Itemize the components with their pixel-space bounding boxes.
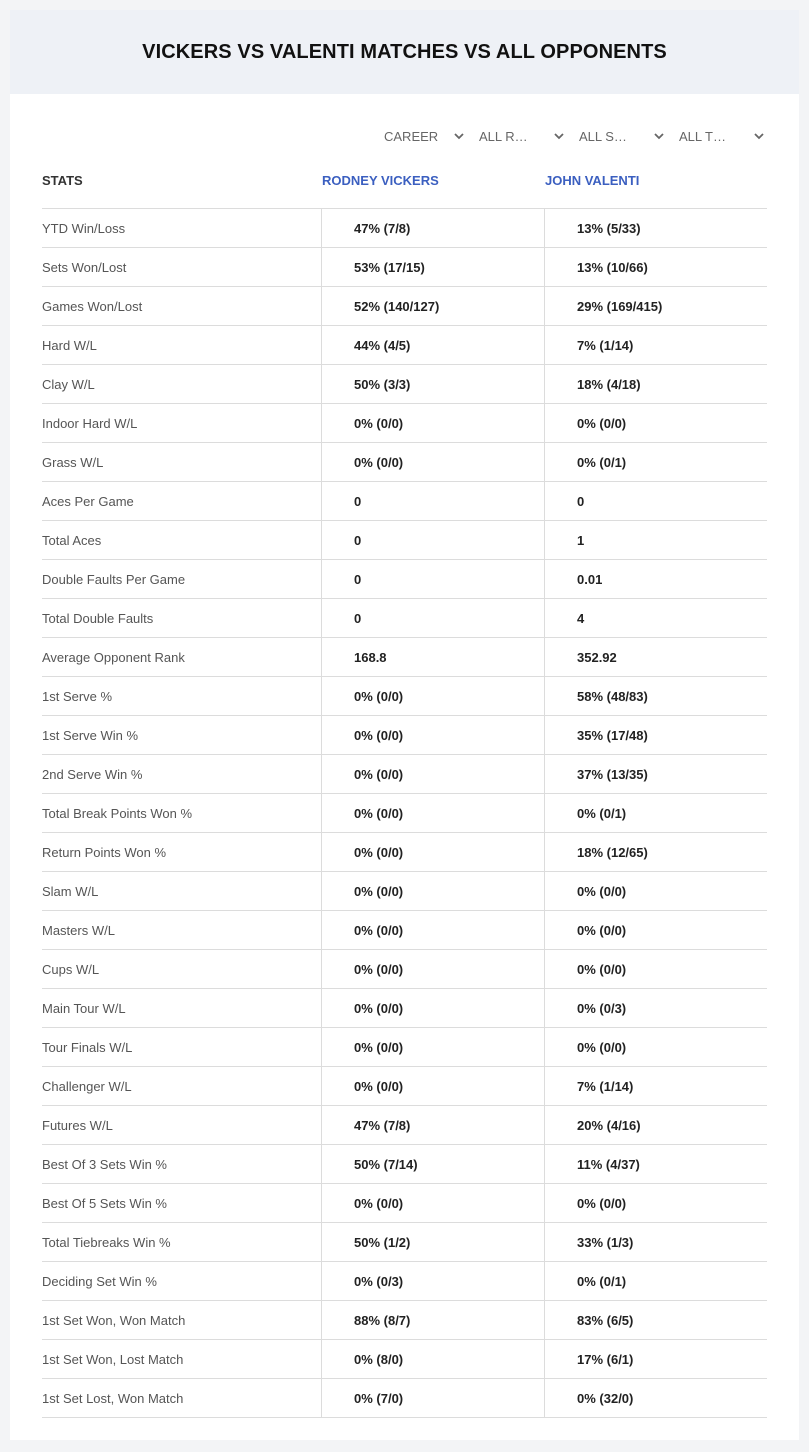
table-row [42, 1340, 767, 1379]
column-divider [544, 209, 545, 247]
player1-stat-value: 50% (7/14) [354, 1156, 418, 1172]
player2-stat-value: 0.01 [577, 571, 603, 587]
player1-stat-value: 0% (0/0) [354, 883, 404, 899]
player2-stat-value: 0% (0/0) [577, 961, 627, 977]
player1-stat-value: 0% (0/0) [354, 961, 404, 977]
player1-stat-value: 0% (0/0) [354, 1039, 404, 1055]
column-divider [544, 599, 545, 637]
stat-label: Slam W/L [42, 883, 99, 899]
stat-label: Return Points Won % [42, 844, 167, 860]
filter-bar [10, 123, 799, 149]
player1-stat-value: 0% (0/0) [354, 1078, 404, 1094]
column-divider [321, 248, 322, 286]
table-row [42, 1301, 767, 1340]
column-divider [321, 716, 322, 754]
table-row [42, 755, 767, 794]
player2-stat-value: 20% (4/16) [577, 1117, 641, 1133]
player2-stat-value: 13% (5/33) [577, 220, 641, 236]
player2-stat-value: 0% (0/0) [577, 415, 627, 431]
column-divider [321, 638, 322, 676]
player2-stat-value: 7% (1/14) [577, 1078, 634, 1094]
player1-stat-value: 0% (0/0) [354, 766, 404, 782]
stat-label: Challenger W/L [42, 1078, 132, 1094]
player1-stat-value: 50% (3/3) [354, 376, 411, 392]
stat-label: Average Opponent Rank [42, 649, 185, 665]
stat-label: Clay W/L [42, 376, 95, 392]
player1-stat-value: 0% (0/0) [354, 1195, 404, 1211]
chevron-down-icon [654, 123, 664, 149]
column-divider [321, 872, 322, 910]
player2-stat-value: 352.92 [577, 649, 617, 665]
tournament-filter[interactable] [679, 123, 764, 149]
stat-label: 1st Set Won, Lost Match [42, 1351, 184, 1367]
player2-stat-value: 11% (4/37) [577, 1156, 640, 1172]
table-row [42, 1067, 767, 1106]
player1-stat-value: 0% (0/3) [354, 1273, 404, 1289]
stat-label: Hard W/L [42, 337, 97, 353]
player2-stat-value: 7% (1/14) [577, 337, 634, 353]
period-filter[interactable] [384, 123, 464, 149]
column-divider [321, 1223, 322, 1261]
player1-stat-value: 0% (0/0) [354, 1000, 404, 1016]
chevron-down-icon [454, 123, 464, 149]
column-divider [544, 1106, 545, 1144]
player1-link[interactable]: RODNEY VICKERS [322, 172, 439, 188]
player2-stat-value: 33% (1/3) [577, 1234, 634, 1250]
stat-label: Total Double Faults [42, 610, 154, 626]
stat-label: Deciding Set Win % [42, 1273, 157, 1289]
column-divider [544, 638, 545, 676]
player2-stat-value: 0% (0/0) [577, 922, 627, 938]
column-divider [321, 911, 322, 949]
stat-label: Double Faults Per Game [42, 571, 186, 587]
column-divider [544, 1340, 545, 1378]
table-row [42, 560, 767, 599]
player1-stat-value: 52% (140/127) [354, 298, 440, 314]
stat-label: Futures W/L [42, 1117, 113, 1133]
column-divider [544, 716, 545, 754]
table-row [42, 833, 767, 872]
player2-stat-value: 83% (6/5) [577, 1312, 634, 1328]
table-row [42, 716, 767, 755]
column-divider [321, 1028, 322, 1066]
column-divider [321, 1262, 322, 1300]
column-divider [544, 1184, 545, 1222]
column-divider [544, 1379, 545, 1417]
table-row [42, 1223, 767, 1262]
column-divider [321, 794, 322, 832]
column-divider [544, 833, 545, 871]
table-row [42, 1262, 767, 1301]
column-divider [321, 1340, 322, 1378]
column-divider [544, 872, 545, 910]
column-divider [544, 326, 545, 364]
column-divider [544, 989, 545, 1027]
stat-label: Games Won/Lost [42, 298, 143, 314]
column-divider [544, 911, 545, 949]
surface-filter[interactable] [579, 123, 664, 149]
player2-stat-value: 58% (48/83) [577, 688, 648, 704]
table-row [42, 1145, 767, 1184]
player1-stat-value: 0 [354, 532, 362, 548]
stats-table [42, 208, 767, 1418]
table-row [42, 482, 767, 521]
player1-stat-value: 0% (0/0) [354, 415, 404, 431]
column-divider [321, 755, 322, 793]
column-divider [544, 677, 545, 715]
column-divider [544, 482, 545, 520]
player2-stat-value: 0% (0/3) [577, 1000, 627, 1016]
tournament-filter-value: ALL T… [679, 128, 726, 144]
table-row [42, 521, 767, 560]
stat-label: Best Of 3 Sets Win % [42, 1156, 167, 1172]
column-divider [544, 287, 545, 325]
player2-stat-value: 4 [577, 610, 585, 626]
player1-stat-value: 88% (8/7) [354, 1312, 411, 1328]
table-row [42, 1184, 767, 1223]
column-divider [544, 404, 545, 442]
player2-stat-value: 0% (0/1) [577, 805, 627, 821]
column-divider [544, 1145, 545, 1183]
player2-stat-value: 0% (0/0) [577, 883, 627, 899]
table-row [42, 326, 767, 365]
player1-stat-value: 0% (7/0) [354, 1390, 404, 1406]
column-divider [321, 287, 322, 325]
column-divider [321, 443, 322, 481]
player2-stat-value: 13% (10/66) [577, 259, 648, 275]
stat-label: Total Aces [42, 532, 102, 548]
player1-stat-value: 0% (8/0) [354, 1351, 404, 1367]
player2-link[interactable]: JOHN VALENTI [545, 172, 640, 188]
stat-label: YTD Win/Loss [42, 220, 126, 236]
column-divider [321, 1145, 322, 1183]
player2-stat-value: 0% (0/1) [577, 454, 627, 470]
table-row [42, 443, 767, 482]
player1-stat-value: 0% (0/0) [354, 688, 404, 704]
surface-filter-value: ALL S… [579, 128, 627, 144]
stat-label: 1st Serve % [42, 688, 113, 704]
column-divider [544, 950, 545, 988]
stat-label: Indoor Hard W/L [42, 415, 138, 431]
player1-stat-value: 0% (0/0) [354, 454, 404, 470]
player2-stat-value: 0 [577, 493, 585, 509]
stat-label: 1st Set Won, Won Match [42, 1312, 186, 1328]
stat-label: Cups W/L [42, 961, 100, 977]
player1-stat-value: 0 [354, 571, 362, 587]
stat-label: 2nd Serve Win % [42, 766, 143, 782]
table-row [42, 989, 767, 1028]
stat-label: Total Break Points Won % [42, 805, 193, 821]
stat-label: Sets Won/Lost [42, 259, 127, 275]
column-divider [544, 443, 545, 481]
column-divider [321, 560, 322, 598]
column-divider [544, 1067, 545, 1105]
column-divider [544, 755, 545, 793]
chevron-down-icon [754, 123, 764, 149]
table-row [42, 1379, 767, 1418]
table-row [42, 365, 767, 404]
stat-label: 1st Set Lost, Won Match [42, 1390, 184, 1406]
column-divider [321, 1067, 322, 1105]
table-row [42, 1028, 767, 1067]
table-row [42, 248, 767, 287]
column-divider [321, 599, 322, 637]
column-divider [544, 521, 545, 559]
player1-stat-value: 0 [354, 610, 362, 626]
page-title: VICKERS VS VALENTI MATCHES VS ALL OPPONENTS [142, 40, 667, 63]
table-row [42, 872, 767, 911]
player2-stat-value: 0% (32/0) [577, 1390, 634, 1406]
table-row [42, 638, 767, 677]
table-row [42, 287, 767, 326]
column-divider [544, 560, 545, 598]
player1-stat-value: 47% (7/8) [354, 1117, 411, 1133]
column-divider [321, 1379, 322, 1417]
stat-label: Grass W/L [42, 454, 104, 470]
stat-label: Aces Per Game [42, 493, 134, 509]
stat-label: Main Tour W/L [42, 1000, 126, 1016]
player2-stat-value: 37% (13/35) [577, 766, 648, 782]
player1-stat-value: 0% (0/0) [354, 844, 404, 860]
player2-stat-value: 0% (0/0) [577, 1039, 627, 1055]
player2-stat-value: 1 [577, 532, 585, 548]
column-divider [544, 248, 545, 286]
table-row [42, 404, 767, 443]
column-divider [321, 677, 322, 715]
column-divider [321, 404, 322, 442]
column-divider [321, 1184, 322, 1222]
player1-stat-value: 50% (1/2) [354, 1234, 411, 1250]
player2-stat-value: 18% (12/65) [577, 844, 648, 860]
stats-card [10, 10, 799, 1440]
player2-stat-value: 0% (0/1) [577, 1273, 627, 1289]
column-divider [321, 482, 322, 520]
stat-label: 1st Serve Win % [42, 727, 139, 743]
column-divider [321, 833, 322, 871]
column-divider [544, 1223, 545, 1261]
column-divider [544, 365, 545, 403]
column-divider [321, 950, 322, 988]
player2-stat-value: 18% (4/18) [577, 376, 641, 392]
player1-stat-value: 0% (0/0) [354, 805, 404, 821]
chevron-down-icon [554, 123, 564, 149]
player2-stat-value: 35% (17/48) [577, 727, 648, 743]
round-filter-value: ALL R… [479, 128, 528, 144]
player1-stat-value: 0% (0/0) [354, 727, 404, 743]
stat-label: Tour Finals W/L [42, 1039, 133, 1055]
column-divider [544, 1028, 545, 1066]
player1-stat-value: 53% (17/15) [354, 259, 425, 275]
player1-stat-value: 0% (0/0) [354, 922, 404, 938]
player1-stat-value: 0 [354, 493, 362, 509]
stats-column-header: STATS [42, 172, 83, 188]
player1-stat-value: 44% (4/5) [354, 337, 411, 353]
player1-stat-value: 168.8 [354, 649, 387, 665]
table-row [42, 950, 767, 989]
column-divider [321, 365, 322, 403]
player2-stat-value: 29% (169/415) [577, 298, 663, 314]
table-row [42, 911, 767, 950]
table-row [42, 677, 767, 716]
round-filter[interactable] [479, 123, 564, 149]
player2-stat-value: 0% (0/0) [577, 1195, 627, 1211]
stat-label: Best Of 5 Sets Win % [42, 1195, 167, 1211]
table-row [42, 599, 767, 638]
table-row [42, 1106, 767, 1145]
table-row [42, 794, 767, 833]
column-divider [321, 1106, 322, 1144]
column-divider [544, 1262, 545, 1300]
column-divider [544, 794, 545, 832]
column-divider [321, 521, 322, 559]
player2-stat-value: 17% (6/1) [577, 1351, 634, 1367]
column-divider [321, 989, 322, 1027]
column-divider [321, 326, 322, 364]
stat-label: Total Tiebreaks Win % [42, 1234, 171, 1250]
player1-stat-value: 47% (7/8) [354, 220, 411, 236]
stat-label: Masters W/L [42, 922, 115, 938]
page-header [10, 10, 799, 94]
column-divider [544, 1301, 545, 1339]
column-divider [321, 209, 322, 247]
table-row [42, 209, 767, 248]
column-divider [321, 1301, 322, 1339]
period-filter-value: CAREER [384, 128, 439, 144]
